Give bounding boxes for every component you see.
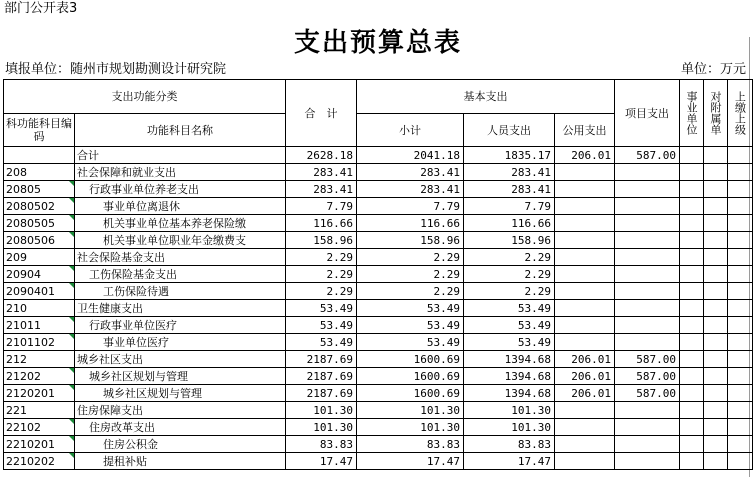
public-cell: 206.01	[555, 147, 615, 164]
biz-unit-cell	[680, 453, 704, 470]
subtotal-cell: 7.79	[357, 198, 464, 215]
attached-unit-cell	[704, 266, 728, 283]
superior-cell	[728, 436, 753, 453]
table-row	[4, 334, 753, 351]
attached-unit-cell	[704, 300, 728, 317]
name-cell: 城乡社区规划与管理	[75, 368, 286, 385]
table-row	[4, 368, 753, 385]
name-cell: 行政事业单位养老支出	[75, 181, 286, 198]
header-name: 功能科目名称	[75, 114, 286, 147]
superior-cell	[728, 181, 753, 198]
total-cell: 283.41	[286, 181, 357, 198]
project-cell	[615, 453, 680, 470]
superior-cell	[728, 300, 753, 317]
biz-unit-cell	[680, 215, 704, 232]
total-cell: 116.66	[286, 215, 357, 232]
total-cell: 2187.69	[286, 368, 357, 385]
personnel-cell: 53.49	[464, 317, 555, 334]
personnel-cell: 1394.68	[464, 368, 555, 385]
table-row	[4, 147, 753, 164]
personnel-cell: 83.83	[464, 436, 555, 453]
name-cell: 机关事业单位基本养老保险缴	[75, 215, 286, 232]
public-cell	[555, 198, 615, 215]
name-cell: 合计	[75, 147, 286, 164]
superior-cell	[728, 385, 753, 402]
attached-unit-cell	[704, 453, 728, 470]
project-cell	[615, 334, 680, 351]
cell-warning-marker	[69, 266, 74, 271]
cell-warning-marker	[69, 181, 74, 186]
header-total: 合 计	[286, 80, 357, 147]
superior-cell	[728, 368, 753, 385]
subtotal-cell: 53.49	[357, 317, 464, 334]
table-row	[4, 351, 753, 368]
subtotal-cell: 158.96	[357, 232, 464, 249]
subtotal-cell: 17.47	[357, 453, 464, 470]
attached-unit-cell	[704, 385, 728, 402]
project-cell	[615, 215, 680, 232]
project-cell	[615, 164, 680, 181]
public-cell: 206.01	[555, 368, 615, 385]
cell-warning-marker	[69, 368, 74, 373]
personnel-cell: 101.30	[464, 402, 555, 419]
project-cell	[615, 249, 680, 266]
total-cell: 2187.69	[286, 351, 357, 368]
attached-unit-cell	[704, 164, 728, 181]
code-cell: 221	[4, 402, 75, 419]
name-cell: 行政事业单位医疗	[75, 317, 286, 334]
subtotal-cell: 101.30	[357, 419, 464, 436]
code-cell	[4, 147, 75, 164]
table-row	[4, 198, 753, 215]
superior-cell	[728, 453, 753, 470]
total-cell: 158.96	[286, 232, 357, 249]
header-func-class: 支出功能分类	[4, 80, 286, 114]
table-row	[4, 385, 753, 402]
subtotal-cell: 83.83	[357, 436, 464, 453]
cell-warning-marker	[69, 419, 74, 424]
superior-cell	[728, 249, 753, 266]
biz-unit-cell	[680, 385, 704, 402]
public-cell: 206.01	[555, 351, 615, 368]
biz-unit-cell	[680, 368, 704, 385]
public-cell	[555, 283, 615, 300]
public-cell	[555, 317, 615, 334]
code-cell: 2210201	[4, 436, 75, 453]
attached-unit-cell	[704, 249, 728, 266]
name-cell: 工伤保险基金支出	[75, 266, 286, 283]
name-cell: 工伤保险待遇	[75, 283, 286, 300]
table-row	[4, 266, 753, 283]
table-row	[4, 300, 753, 317]
code-cell: 2080506	[4, 232, 75, 249]
subtotal-cell: 2.29	[357, 266, 464, 283]
attached-unit-cell	[704, 419, 728, 436]
biz-unit-cell	[680, 351, 704, 368]
table-row	[4, 317, 753, 334]
biz-unit-cell	[680, 164, 704, 181]
name-cell: 城乡社区支出	[75, 351, 286, 368]
superior-cell	[728, 232, 753, 249]
header-personnel: 人员支出	[464, 114, 555, 147]
biz-unit-cell	[680, 436, 704, 453]
cell-warning-marker	[69, 385, 74, 390]
public-cell	[555, 402, 615, 419]
superior-cell	[728, 147, 753, 164]
biz-unit-cell	[680, 334, 704, 351]
biz-unit-cell	[680, 419, 704, 436]
biz-unit-cell	[680, 181, 704, 198]
subtotal-cell: 283.41	[357, 181, 464, 198]
biz-unit-cell	[680, 317, 704, 334]
personnel-cell: 1835.17	[464, 147, 555, 164]
total-cell: 101.30	[286, 402, 357, 419]
name-cell: 住房公积金	[75, 436, 286, 453]
table-row	[4, 164, 753, 181]
attached-unit-cell	[704, 147, 728, 164]
code-cell: 2090401	[4, 283, 75, 300]
name-cell: 事业单位离退休	[75, 198, 286, 215]
header-biz-unit: 事业单位	[680, 80, 704, 147]
superior-cell	[728, 317, 753, 334]
code-cell: 2080505	[4, 215, 75, 232]
public-cell	[555, 453, 615, 470]
superior-cell	[728, 198, 753, 215]
public-cell	[555, 436, 615, 453]
total-cell: 2.29	[286, 249, 357, 266]
total-cell: 53.49	[286, 334, 357, 351]
cell-warning-marker	[69, 283, 74, 288]
code-cell: 210	[4, 300, 75, 317]
code-cell: 208	[4, 164, 75, 181]
personnel-cell: 7.79	[464, 198, 555, 215]
biz-unit-cell	[680, 147, 704, 164]
personnel-cell: 2.29	[464, 283, 555, 300]
name-cell: 卫生健康支出	[75, 300, 286, 317]
biz-unit-cell	[680, 283, 704, 300]
table-row	[4, 283, 753, 300]
table-row	[4, 249, 753, 266]
public-cell	[555, 164, 615, 181]
table-row	[4, 232, 753, 249]
total-cell: 2.29	[286, 283, 357, 300]
biz-unit-cell	[680, 232, 704, 249]
code-cell: 212	[4, 351, 75, 368]
name-cell: 住房保障支出	[75, 402, 286, 419]
attached-unit-cell	[704, 198, 728, 215]
personnel-cell: 1394.68	[464, 351, 555, 368]
total-cell: 17.47	[286, 453, 357, 470]
total-cell: 2628.18	[286, 147, 357, 164]
personnel-cell: 101.30	[464, 419, 555, 436]
personnel-cell: 116.66	[464, 215, 555, 232]
header-code: 科功能科目编码	[4, 114, 75, 147]
table-row	[4, 453, 753, 470]
code-cell: 2210202	[4, 453, 75, 470]
code-cell: 22102	[4, 419, 75, 436]
superior-cell	[728, 266, 753, 283]
name-cell: 社会保险基金支出	[75, 249, 286, 266]
biz-unit-cell	[680, 402, 704, 419]
cell-warning-marker	[69, 334, 74, 339]
superior-cell	[728, 351, 753, 368]
biz-unit-cell	[680, 300, 704, 317]
project-cell	[615, 198, 680, 215]
header-attached-unit: 对附属单	[704, 80, 728, 147]
total-cell: 101.30	[286, 419, 357, 436]
code-cell: 21011	[4, 317, 75, 334]
table-body	[4, 147, 753, 470]
header-basic: 基本支出	[357, 80, 615, 114]
code-cell: 209	[4, 249, 75, 266]
cell-warning-marker	[69, 436, 74, 441]
attached-unit-cell	[704, 215, 728, 232]
project-cell	[615, 181, 680, 198]
header-public: 公用支出	[555, 114, 615, 147]
code-cell: 21202	[4, 368, 75, 385]
subtotal-cell: 116.66	[357, 215, 464, 232]
total-cell: 2.29	[286, 266, 357, 283]
code-cell: 2101102	[4, 334, 75, 351]
subtotal-cell: 283.41	[357, 164, 464, 181]
subtotal-cell: 2041.18	[357, 147, 464, 164]
reporting-unit: 填报单位：随州市规划勘测设计研究院	[5, 62, 227, 77]
total-cell: 83.83	[286, 436, 357, 453]
public-cell	[555, 334, 615, 351]
attached-unit-cell	[704, 436, 728, 453]
public-cell	[555, 419, 615, 436]
total-cell: 2187.69	[286, 385, 357, 402]
cell-warning-marker	[69, 232, 74, 237]
personnel-cell: 2.29	[464, 249, 555, 266]
personnel-cell: 53.49	[464, 300, 555, 317]
name-cell: 社会保障和就业支出	[75, 164, 286, 181]
project-cell: 587.00	[615, 385, 680, 402]
code-cell: 20904	[4, 266, 75, 283]
code-cell: 2120201	[4, 385, 75, 402]
table-row	[4, 402, 753, 419]
public-cell	[555, 249, 615, 266]
biz-unit-cell	[680, 249, 704, 266]
page-title: 支出预算总表	[293, 28, 462, 58]
biz-unit-cell	[680, 198, 704, 215]
project-cell	[615, 232, 680, 249]
name-cell: 事业单位医疗	[75, 334, 286, 351]
subtotal-cell: 53.49	[357, 334, 464, 351]
project-cell	[615, 317, 680, 334]
superior-cell	[728, 215, 753, 232]
name-cell: 机关事业单位职业年金缴费支	[75, 232, 286, 249]
subtotal-cell: 53.49	[357, 300, 464, 317]
public-cell: 206.01	[555, 385, 615, 402]
currency-unit: 单位：万元	[681, 62, 747, 77]
project-cell	[615, 266, 680, 283]
subtotal-cell: 1600.69	[357, 385, 464, 402]
header-superior: 上缴上级	[728, 80, 753, 147]
name-cell: 城乡社区规划与管理	[75, 385, 286, 402]
header-subtotal: 小计	[357, 114, 464, 147]
project-cell	[615, 283, 680, 300]
personnel-cell: 283.41	[464, 181, 555, 198]
project-cell	[615, 419, 680, 436]
code-cell: 2080502	[4, 198, 75, 215]
personnel-cell: 283.41	[464, 164, 555, 181]
attached-unit-cell	[704, 317, 728, 334]
subtotal-cell: 1600.69	[357, 368, 464, 385]
public-cell	[555, 232, 615, 249]
personnel-cell: 2.29	[464, 266, 555, 283]
table-row	[4, 215, 753, 232]
subtotal-cell: 101.30	[357, 402, 464, 419]
personnel-cell: 53.49	[464, 334, 555, 351]
attached-unit-cell	[704, 402, 728, 419]
personnel-cell: 17.47	[464, 453, 555, 470]
public-cell	[555, 266, 615, 283]
public-cell	[555, 181, 615, 198]
cell-warning-marker	[69, 198, 74, 203]
attached-unit-cell	[704, 283, 728, 300]
subtotal-cell: 2.29	[357, 283, 464, 300]
project-cell	[615, 300, 680, 317]
superior-cell	[728, 164, 753, 181]
project-cell: 587.00	[615, 351, 680, 368]
budget-table	[3, 79, 753, 470]
personnel-cell: 1394.68	[464, 385, 555, 402]
document-tag: 部门公开表3	[4, 1, 78, 16]
biz-unit-cell	[680, 266, 704, 283]
superior-cell	[728, 283, 753, 300]
public-cell	[555, 215, 615, 232]
table-row	[4, 436, 753, 453]
attached-unit-cell	[704, 334, 728, 351]
superior-cell	[728, 334, 753, 351]
total-cell: 53.49	[286, 300, 357, 317]
superior-cell	[728, 402, 753, 419]
attached-unit-cell	[704, 351, 728, 368]
attached-unit-cell	[704, 232, 728, 249]
cell-warning-marker	[69, 317, 74, 322]
personnel-cell: 158.96	[464, 232, 555, 249]
name-cell: 提租补贴	[75, 453, 286, 470]
total-cell: 53.49	[286, 317, 357, 334]
code-cell: 20805	[4, 181, 75, 198]
project-cell	[615, 402, 680, 419]
superior-cell	[728, 419, 753, 436]
table-row	[4, 181, 753, 198]
name-cell: 住房改革支出	[75, 419, 286, 436]
cell-warning-marker	[69, 215, 74, 220]
table-row	[4, 419, 753, 436]
project-cell	[615, 436, 680, 453]
header-project: 项目支出	[615, 80, 680, 147]
subtotal-cell: 2.29	[357, 249, 464, 266]
project-cell: 587.00	[615, 147, 680, 164]
project-cell: 587.00	[615, 368, 680, 385]
public-cell	[555, 300, 615, 317]
total-cell: 7.79	[286, 198, 357, 215]
cell-warning-marker	[69, 453, 74, 458]
attached-unit-cell	[704, 181, 728, 198]
attached-unit-cell	[704, 368, 728, 385]
subtotal-cell: 1600.69	[357, 351, 464, 368]
total-cell: 283.41	[286, 164, 357, 181]
